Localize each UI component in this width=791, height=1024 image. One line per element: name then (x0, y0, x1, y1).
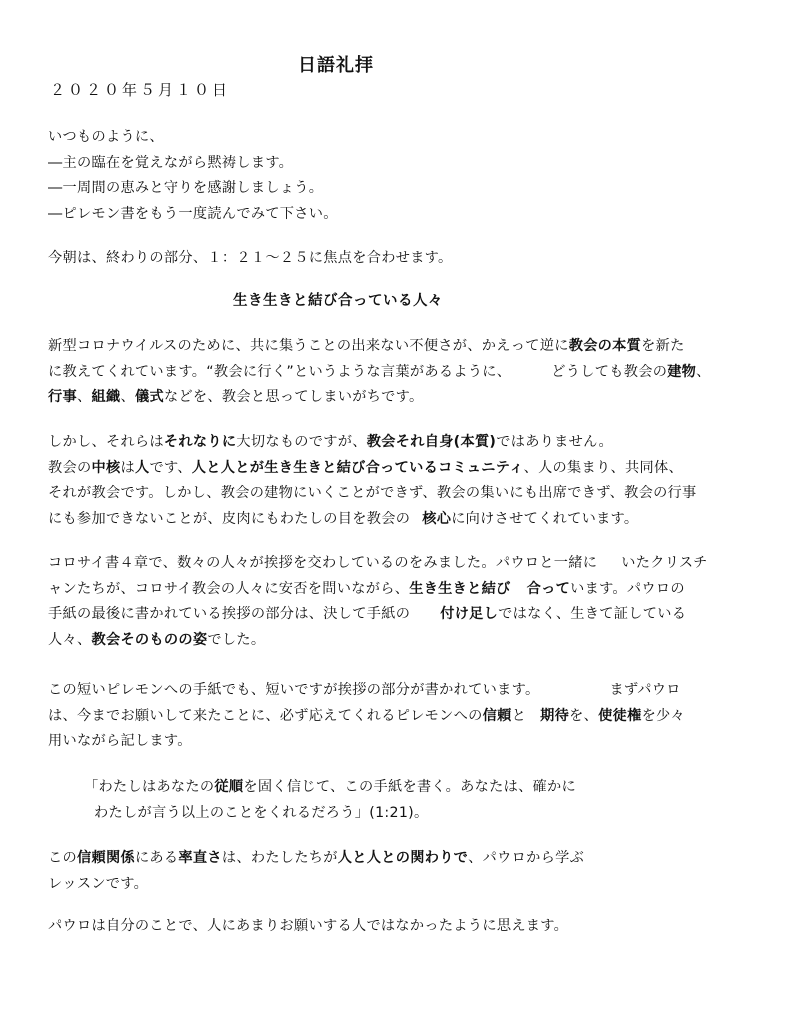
intro-line: ―主の臨在を覚えながら黙祷します。 (48, 154, 294, 171)
paragraph-line: 用いながら記します。 (48, 733, 192, 749)
paragraph-line (48, 551, 758, 577)
text-run: 新型コロナウイルスのために、共に集うことの出来ない不便さが、かえって逆に (48, 338, 569, 354)
bold-text: それなりに (163, 434, 237, 450)
service-date: ２０２０年５月１０日 (50, 81, 231, 99)
bold-text: 信頼 (482, 707, 512, 724)
bold-text: 人 (134, 459, 150, 476)
section-subtitle: 生き生きと結び合っている人々 (233, 293, 443, 309)
text-run: まずパウロ (609, 682, 681, 698)
bold-text: 組織 (91, 389, 121, 405)
page-title: 日語礼拝 (298, 55, 374, 76)
text-run: この (48, 850, 77, 866)
bold-text: 人と人との関わりで (337, 850, 469, 866)
quote-line (84, 775, 791, 801)
paragraph-line (48, 430, 758, 456)
text-run: 、 (696, 363, 711, 380)
text-run: を、 (569, 707, 599, 724)
paragraph-line: パウロは自分のことで、人にあまりお願いする人ではなかったように思えます。 (48, 918, 569, 934)
paragraph-line (48, 456, 758, 482)
bold-text: 使徒権 (598, 707, 642, 724)
intro-line: ―ピレモン書をもう一度読んでみて下さい。 (48, 205, 338, 222)
text-run: います。パウロの (570, 580, 685, 597)
text-run: などを、教会と思ってしまいがちです。 (163, 389, 424, 405)
paragraph-1 (48, 334, 758, 411)
text-run: 教会の (48, 459, 92, 476)
text-run: どうしても教会の (551, 363, 668, 380)
text-run: 手紙の最後に書かれている挨拶の部分は、決して手紙の (48, 606, 411, 622)
text-run: 、パウロから学ぶ (468, 850, 585, 866)
paragraph-line (48, 360, 758, 386)
text-run: いたクリスチ (621, 555, 708, 571)
text-run: 、人の集まり、共同体、 (523, 459, 683, 476)
text-run: を新た (641, 338, 685, 354)
text-run: と (511, 707, 527, 724)
paragraph-line: それが教会です。しかし、教会の建物にいくことができず、教会の集いにも出席できず、教会の行事 (48, 485, 697, 501)
text-run: この短いピレモンへの手紙でも、短いですが挨拶の部分が書かれています。 (48, 682, 540, 698)
bold-text: 建物 (667, 363, 697, 380)
bold-text: 生き生きと結び (409, 580, 511, 597)
bold-text: 教会の本質 (568, 338, 642, 354)
scripture-quote (84, 775, 791, 826)
paragraph-line (48, 846, 758, 872)
bold-text: 信頼関係 (76, 850, 135, 866)
intro-block (48, 125, 758, 227)
bold-text: 行事 (48, 389, 77, 405)
text-run: に向けさせてくれています。 (451, 510, 639, 527)
paragraph-line (48, 704, 758, 730)
text-run: ャンたちが、コロサイ教会の人々に安否を問いながら、 (48, 580, 410, 597)
paragraph-line (48, 385, 758, 411)
paragraph-2 (48, 430, 758, 532)
paragraph-line (48, 334, 758, 360)
text-run: にも参加できないことが、皮肉にもわたしの目を教会の (48, 510, 411, 527)
focus-line: 今朝は、終わりの部分、１：２１～２５に焦点を合わせます。 (48, 250, 453, 266)
bold-text: 付け足し (440, 606, 499, 622)
text-run: 大切なものですが、 (236, 434, 367, 450)
text-run: ではありません。 (496, 434, 613, 450)
bold-text: 率直さ (178, 850, 222, 866)
quote-line: わたしが言う以上のことをくれるだろう」(1:21)。 (94, 804, 429, 821)
text-run: にある (134, 850, 179, 866)
text-run: でした。 (207, 631, 266, 648)
text-run: しかし、それらは (48, 434, 164, 450)
paragraph-5 (48, 846, 758, 897)
text-run: 、 (120, 389, 135, 405)
text-run: を固く信じて、この手紙を書く。あなたは、確かに (243, 779, 577, 795)
intro-line: ―一周間の恵みと守りを感謝しましょう。 (48, 180, 324, 196)
text-run: です、 (149, 459, 192, 476)
bold-text: 中核 (91, 459, 121, 476)
text-run: 「わたしはあなたの (84, 779, 215, 795)
paragraph-line (48, 678, 758, 704)
paragraph-line (48, 577, 758, 603)
paragraph-line: レッスンです。 (48, 875, 149, 892)
text-run: は (120, 459, 135, 476)
paragraph-4 (48, 678, 758, 755)
text-run: 人々、 (48, 631, 92, 648)
text-run: は、わたしたちが (221, 850, 338, 866)
text-run: に教えてくれています。“教会に行く”というような言葉があるように、 (48, 363, 512, 380)
text-run: は、今までお願いして来たことに、必ず応えてくれるピレモンへの (48, 707, 483, 724)
paragraph-line (48, 602, 758, 628)
bold-text: 核心 (422, 510, 452, 527)
bold-text: 教会それ自身(本質) (366, 434, 497, 450)
text-run: ではなく、生きて証している (498, 606, 687, 622)
paragraph-6 (48, 914, 758, 940)
bold-text: 合って (526, 580, 571, 597)
text-run: を少々 (641, 707, 686, 724)
bold-text: 儀式 (134, 389, 164, 405)
intro-line: いつものように、 (48, 129, 164, 145)
paragraph-line (48, 507, 758, 533)
bold-text: 人と人とが生き生きと結び合っているコミュニティ (191, 459, 524, 476)
paragraph-3 (48, 551, 758, 653)
bold-text: 従順 (214, 779, 244, 795)
focus-paragraph (48, 246, 758, 272)
text-run: コロサイ書４章で、数々の人々が挨拶を交わしているのをみました。パウロと一緒に (48, 555, 598, 571)
paragraph-line (48, 628, 758, 654)
bold-text: 教会そのものの姿 (91, 631, 208, 648)
text-run: 、 (76, 389, 92, 405)
bold-text: 期待 (540, 707, 570, 724)
